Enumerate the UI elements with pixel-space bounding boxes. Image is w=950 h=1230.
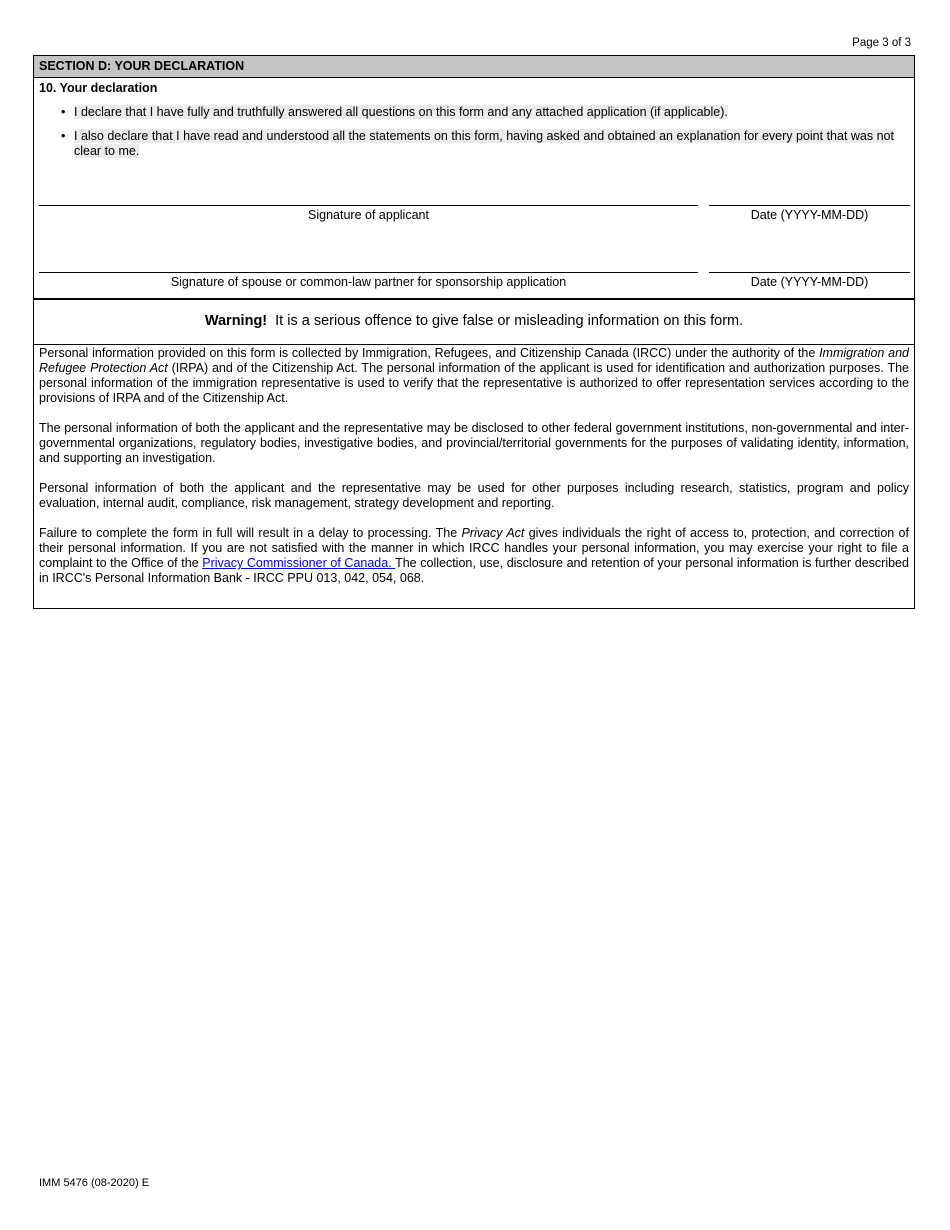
privacy-paragraph-2: The personal information of both the applicant and the representative may be disclosed to other federal government institutions, non-governmental and inter-governmental organizations, regulatory bodies, investigative bodies, and provincial/territorial governments for the purposes of validating identity, information, and supporting an investigation. <box>39 421 909 465</box>
privacy-paragraph-4: Failure to complete the form in full will result in a delay to processing. The Privacy Act gives individuals the right of access to, protection, and correction of their personal information. If you are not satisfied with the manner in which IRCC handles your personal information, you may exercise your right to file a complaint to the Office of the Privacy Commissioner of Canada. The collection, use, disclosure and retention of your personal information is further described in IRCC's Personal Information Bank - IRCC PPU 013, 042, 054, 068. <box>39 526 909 585</box>
applicant-date-label: Date (YYYY-MM-DD) <box>750 208 869 222</box>
warning-banner <box>34 298 914 345</box>
declaration-form <box>33 55 915 609</box>
spouse-signature-label: Signature of spouse or common-law partner for sponsorship application <box>170 275 567 289</box>
bullet-icon: • <box>61 105 66 119</box>
declaration-1-text: I declare that I have fully and truthfully answered all questions on this form and any attached application (if applicable). <box>74 105 728 119</box>
privacy-notice <box>39 346 909 601</box>
declaration-1[interactable] <box>74 105 906 120</box>
declaration-2-text: I also declare that I have read and understood all the statements on this form, having asked and obtained an explanation for every point that was not clear to me. <box>74 129 894 158</box>
applicant-signature-field[interactable] <box>39 205 698 206</box>
privacy-paragraph-3: Personal information of both the applicant and the representative may be used for other purposes including research, statistics, program and policy evaluation, internal audit, compliance, risk management, strategy development and reporting. <box>39 481 909 510</box>
warning-label: Warning! <box>204 313 268 329</box>
section-title: SECTION D: YOUR DECLARATION <box>34 56 914 78</box>
privacy-paragraph-1: Personal information provided on this form is collected by Immigration, Refugees, and Citizenship Canada (IRCC) under the authority of the Immigration and Refugee Protection Act (IRPA) and of the Citizenship Act. The personal information of the applicant is used for identification and authorization purposes. The personal information of the immigration representative is used to verify that the representative is authorized to offer representation services according to the provisions of IRPA and of the Citizenship Act. <box>39 346 910 405</box>
privacy-commissioner-link[interactable]: Privacy Commissioner of Canada. <box>202 556 396 570</box>
page-number: Page 3 of 3 <box>852 37 911 49</box>
question-label: 10. Your declaration <box>39 81 158 95</box>
declaration-2[interactable] <box>74 129 906 159</box>
applicant-signature-label: Signature of applicant <box>308 208 429 222</box>
bullet-icon: • <box>61 129 66 143</box>
spouse-date-label: Date (YYYY-MM-DD) <box>750 275 869 289</box>
warning-text: It is a serious offence to give false or misleading information on this form. <box>275 313 744 329</box>
form-id: IMM 5476 (08-2020) E <box>39 1177 150 1189</box>
applicant-date-field[interactable] <box>709 205 910 206</box>
spouse-date-field[interactable] <box>709 272 910 273</box>
spouse-signature-field[interactable] <box>39 272 698 273</box>
